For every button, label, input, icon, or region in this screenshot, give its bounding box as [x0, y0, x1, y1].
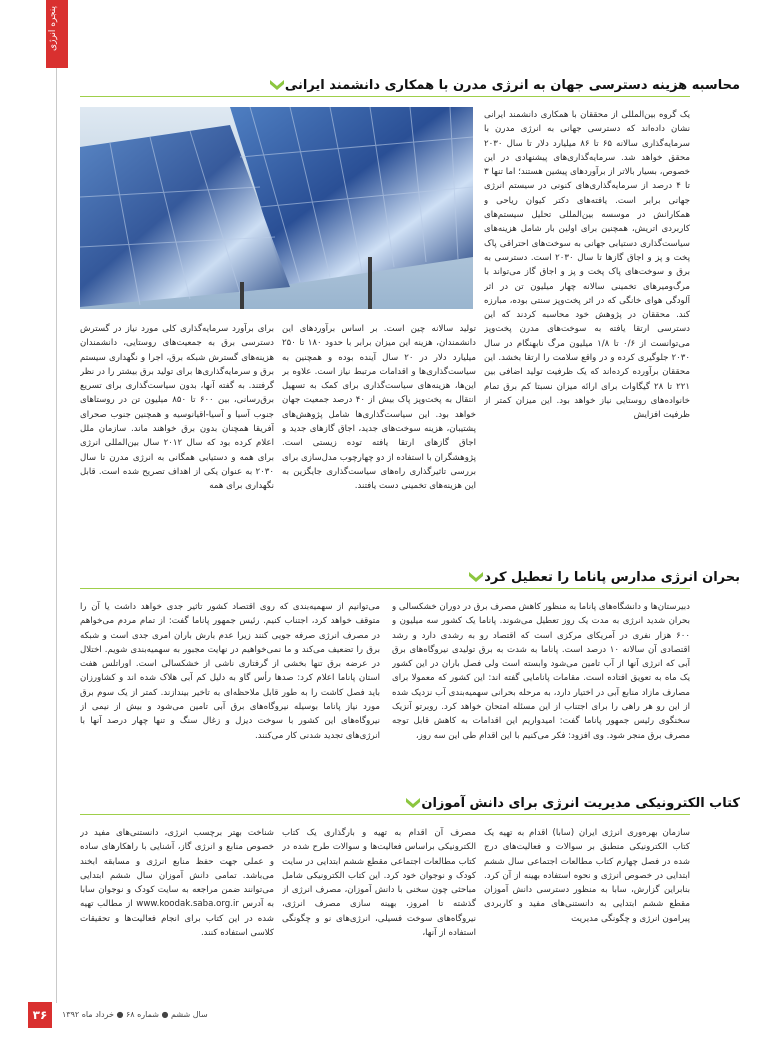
- article-2-column-left: می‌توانیم از سهمیه‌بندی که روی اقتصاد کشور تاثیر جدی خواهد داشت یا آن را متوقف خواهد کرد، اجتناب کنیم. رئیس جمهور پاناما گفت: از تمام مردم می‌خواهم در مصرف انرژی صرفه جویی کنند زیرا عدم بارش باران امری جدی است و شبکه برق را تضعیف می‌کند و ما نمی‌خواهیم در نهایت مجبور به سهمیه‌بندی شویم. اختلال در عرضه برق تنها بخشی از گرفتاری ناشی از خشکسالی است. اوراتلس هفت استان پاناما اعلام کرد: صدها رأس گاو به دلیل کم آبی هلاک شده اند و کشاورزان باید فصل کاشت را به طور قابل ملاحظه‌ای به تاخیر بیندازند. کمتر از یک سوم برق مورد نیاز پاناما بوسیله نیروگاه‌های برق آبی تامین می‌شود و بیش از نیمی از نیروگاه‌های این کشور با سوخت دیزل و زغال سنگ و تنها چهار درصد آنها با انرژی‌های تجدید شدنی کار می‌کنند.: [80, 602, 380, 741]
- article-1-column-right: یک گروه بین‌المللی از محققان با همکاری دانشمند ایرانی نشان داده‌اند که دسترسی جهانی به انرژی مدرن با سرمایه‌گذاری سالانه ۶۵ تا ۸۶ میلیارد دلار تا سال ۲۰۳۰ محقق خواهد شد. سرمایه‌گذاری‌های پیشنهادی در این خصوص، بسیار بالاتر از برآوردهای پیشین هستند؛ اما تنها ۳ تا ۴ درصد از سرمایه‌گذاری‌های کنونی در سیستم انرژی جهانی برابر است. یافته‌های دکتر کیوان ریاحی و همکارانش در موسسه بین‌المللی تحلیل سیستم‌های کاربردی اتریش، همچنین برای اولین بار شامل هزینه‌های سیاست‌گذاری دستیابی جهانی به سوخت‌های احتراقی پاک پخت و پز و اجاق گازها تا سال ۲۰۳۰ است. دسترسی به برق و سوخت‌های پاک پخت و پز و اجاق گاز می‌تواند با مرگ‌ومیرهای تخمینی سالانه چهار میلیون تن در اثر آلودگی هوای خانگی که در اثر پخت‌وپز سنتی بوده، مبارزه کند. محققان در پژوهش خود محاسبه کردند که این دسترسی ارتقا یافته به سوخت‌های مدرن پخت‌وپز می‌توانست از ۰/۶ تا ۱/۸ میلیون مرگ نابهنگام در سال ۲۰۳۰ جلوگیری کرده و در واقع سلامت را ارتقا بخشد. این محققان برآورده کرده‌اند که یک ظرفیت تولید اضافی بین ۲۲۱ تا ۲۸ گیگاوات برای ارائه میزان نسبتا کم برق تمام خانواده‌های روستایی نیاز خواهد بود. این میزان کمتر از ظرفیت افزایش: [484, 110, 690, 421]
- article-3-column-right: سازمان بهره‌وری انرژی ایران (سابا) اقدام به تهیه یک کتاب الکترونیکی منطبق بر سوالات و فعالیت‌های درج شده در فصل چهارم کتاب مطالعات اجتماعی سال ششم ابتدایی در خصوص انرژی و نحوه استفاده بهینه از آن کرد. بنابراین گزارش، سابا به منظور دسترسی دانش آموزان مقطع ششم ابتدایی به دانستنی‌های مفید و کاربردی پیرامون انرژی و چگونگی مدیریت: [484, 828, 690, 924]
- article-3-column-middle: مصرف آن اقدام به تهیه و بارگذاری یک کتاب الکترونیکی براساس فعالیت‌ها و سوالات طرح شده در کتاب مطالعات اجتماعی مقطع ششم ابتدایی در سایت کودک و نوجوان خود کرد. این کتاب الکترونیکی شامل مباحثی چون سخنی با دانش آموزان، مصرف انرژی از گذشته تا امروز، بهینه سازی مصرف انرژی، نیروگاه‌های سوخت فسیلی، انرژی‌های نو و چگونگی استفاده از آنها،: [282, 828, 476, 939]
- chevron-down-icon: [468, 569, 484, 585]
- heading-underline: [80, 588, 690, 589]
- solar-panel-photo: [80, 107, 473, 309]
- page-number: ۳۶: [28, 1002, 52, 1028]
- section-tab: [46, 0, 68, 68]
- section-heading-2: [462, 566, 740, 588]
- section-title: کتاب الکترونیکی مدیریت انرژی برای دانش آموزان: [421, 795, 740, 811]
- article-1-column-middle: تولید سالانه چین است. بر اساس برآوردهای این دانشمندان، هزینه این میزان برابر با حدود ۱۸۰ تا ۲۵۰ میلیارد دلار در ۲۰ سال آینده بوده و همچنین به سیاست‌گذاری‌ها و اقدامات مرتبط نیاز است. علاوه بر این‌ها، هزینه‌های سیاست‌گذاری برای کمک به تسهیل انتقال به پخت‌وپز پاک بیش از ۴۰ درصد جمعیت جهان خواهد بود. این سیاست‌گذاری‌ها شامل پژوهش‌های پشتیبان، هزینه سوخت‌های جدید، اجاق گازهای جدید و اجاق گازهای ارتقا یافته توده زیستی است. پژوهشگران با استفاده از دو چهارچوب مدل‌سازی برای بررسی تاثیرگذاری راه‌های سیاست‌گذاری جایگزین به این هزینه‌های تخمینی دست یافتند.: [282, 324, 476, 492]
- section-tab-label: پنجره انرژی: [48, 6, 58, 51]
- section-title: محاسبه هزینه دسترسی جهان به انرژی مدرن با همکاری دانشمند ایرانی: [284, 77, 740, 93]
- section-title: بحران انرژی مدارس پاناما را تعطیل کرد: [484, 569, 740, 585]
- margin-rule: [56, 68, 57, 1003]
- chevron-down-icon: [269, 77, 285, 93]
- issue-info: سال ششم ● شماره ۶۸ ● خرداد ماه ۱۳۹۲: [62, 1010, 208, 1019]
- article-3-column-left: شناخت بهتر برچسب انرژی، دانستنی‌های مفید در خصوص منابع و انرژی گاز، آشنایی با راهکارهای ساده و عملی جهت حفظ منابع انرژی و مسابقه ابخند می‌باشد. تمامی دانش آموزان سال ششم ابتدایی می‌توانند ضمن مراجعه به سایت کودک و نوجوان سابا به آدرس www.koodak.saba.org.ir از مطالب تهیه شده در این کتاب برای انجام فعالیت‌ها و تحقیقات کلاسی استفاده کنند.: [80, 828, 274, 939]
- heading-underline: [80, 96, 690, 97]
- section-heading-1: [263, 74, 740, 96]
- article-1-column-left: برای برآورد سرمایه‌گذاری کلی مورد نیاز در گسترش دسترسی برق به جمعیت‌های روستایی، دانشمندان هزینه‌های گسترش شبکه برق، اجرا و نگهداری سیستم برق و سرمایه‌گذاری‌ها برای تولید برق بیشتر را در نظر گرفتند. به گفته آنها، بدون سیاست‌گذاری برای تسریع برق‌رسانی، بین ۶۰۰ تا ۸۵۰ میلیون تن در روستاهای جنوب آسیا و آسیا-اقیانوسیه و همچنین جنوب صحرای آفریقا همچنان بدون برق خواهند ماند. سازمان ملل اعلام کرده بود که سال ۲۰۱۲ سال بین‌المللی انرژی برای همه و دستیابی همگانی به انرژی مدرن تا سال ۲۰۳۰ به عنوان یکی از اهداف تصریح شده است. قابل نگهداری برای همه: [80, 324, 274, 492]
- chevron-down-icon: [405, 795, 421, 811]
- section-heading-3: [399, 792, 740, 814]
- article-2-column-right: دبیرستان‌ها و دانشگاه‌های پاناما به منظور کاهش مصرف برق در دوران خشکسالی و بحران شدید انرژی به مدت یک روز تعطیل می‌شوند. پاناما یک کشور سه میلیون و ۶۰۰ هزار نفری در آمریکای مرکزی است که اقتصاد رو به رشدی دارد و رشد اقتصادی آن سالانه ۱۰ درصد است. پاناما به شدت به برق تولیدی نیروگاه‌های برق آبی که انرژی آنها از آب تامین می‌شود وابسته است ولی فصل باران در این کشور یک ماه به تعویق افتاده است. مقامات پانامایی گفته اند: این کشور که معمولا برای مصارف مازاد منابع آبی در اختیار دارد، به مرحله بحرانی سهمیه‌بندی آب نزدیک شده از این رو هر راهی را برای اجتناب از این مسئله امتحان خواهد کرد. روبرتو آنزیک سخنگوی رئیس جمهور پاناما گفت: امیدواریم این اقدامات به کاهش قابل توجه مصرف برق منجر شود. وی افزود: فکر می‌کنیم با این اقدام طی این سه روز،: [392, 602, 690, 741]
- heading-underline: [80, 814, 690, 815]
